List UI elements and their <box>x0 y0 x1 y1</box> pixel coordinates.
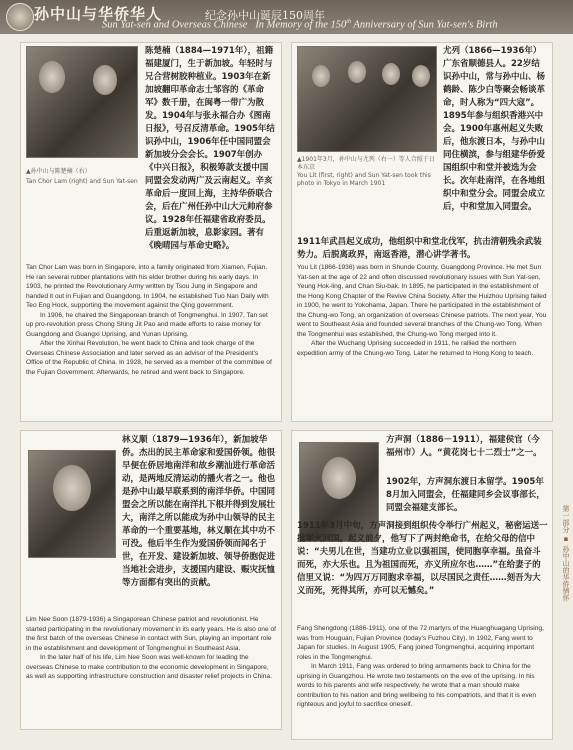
fang-shengdong-bio-en: Fang Shengdong (1886-1911), one of the 72 martyrs of the Huanghuagang Uprising, was from Houguan, Fujian Province (today's Fuzhou City). In 1902, Fang went to Japan for studies. In August 1905, Fang joined Tongmenghui, acquiring important roles in the Tongmenghui. In March 1911, Fang was ordered to bring armaments back to China for the uprising in Guangzhou. He wrote two testaments on the eve of the uprising. In his words to his parents and wife respectively, he wrote that a man should make contribution to his nation and bring wellbeing to his compatriots, and that it is even righteous and joyful to sacrifice oneself. <box>297 625 544 708</box>
fang-shengdong-bio-zh-3: 1911年3月中旬，方声洞接到组织传令举行广州起义，秘密运送一批军火回国。起义前夕，他写下了两封绝命书，在给父母的信中说：“夫男儿在世，当建功立业以强祖国，使同胞享幸福。虽奋斗而死，亦大乐也。且为祖国而死，亦义所应尔也……”在给妻子的信里又说：“为四万万同胞求幸福，以尽国民之责任……刻吾为大义而死，死得其所，亦可以无憾矣。” <box>297 521 548 596</box>
you-lit-caption-zh: ▲1901年3月，孙中山与尤列（右一）等人合照于日本东京 <box>297 156 435 171</box>
fang-shengdong-bio-zh-1: 方声洞（1886－1911），福建侯官（今福州市）人。“黄花岗七十二烈士”之一。 <box>386 435 542 458</box>
tan-chor-lam-caption-zh: ▲孙中山与陈楚楠（右） <box>26 168 91 175</box>
header-subtitle-zh: 纪念孙中山诞辰150周年 <box>205 9 325 22</box>
you-lit-uprising-zh: 1911年武昌起义成功，他组织中和堂北伐军，抗击清朝残余武装势力。后脱离政界，南返香港，潜心讲学著书。 <box>297 237 542 260</box>
page-header <box>0 0 573 34</box>
header-title-zh: 孙中山与华侨华人 <box>34 5 163 23</box>
lim-nee-soon-portrait <box>28 450 116 558</box>
lim-nee-soon-bio-en: Lim Nee Soon (1879-1936) a Singaporean Chinese patriot and revolutionist. He started participating in the revolutionary movement in its early years. He is also one of the first batch of the overseas Chinese in contact with Sun, playing an important role in the establishment and development of Tongmenghui in Southeast Asia. In the later half of his life, Lim Nee Soon was well-known for leading the overseas Chinese to make contribution to the economic development in Singapore, as well as supporting infrastructure construction and disaster relief projects in China. <box>26 616 276 680</box>
portrait-medallion-icon <box>6 3 34 31</box>
you-lit-caption-en: You Lit (first, right) and Sun Yat-sen took this photo in Tokyo in March 1901 <box>297 172 431 187</box>
you-lit-photo <box>297 46 437 152</box>
header-title-en: Sun Yat-sen and Overseas Chinese In Memory of the 150th Anniversary of Sun Yat-sen's Birth <box>102 19 498 31</box>
tan-chor-lam-bio-en: Tan Chor Lam was born in Singapore, into a family originated from Xiamen, Fujian. He ran several rubber plantations with his elder brother during his early days. In 1903, he printed the Revolutionary Army written by Tsou Jung in Singapore and handed it out in Fujian and Guangdong. In 1904, he established Tuo Nan Daily with Teo Eng Hock, supporting the movement against the Qing government. In 1906, he chaired the Singaporean branch of Tongmenghui. In 1907, Tan set up pro-revolution press Chong Shing Jit Pao and made efforts to raise money for Guangdong and Guangxi Uprising, and Yunan Uprising. After the Xinhai Revolution, he went back to China and took charge of the Overseas Chinese Association and later served as an advisor of the President's Office of the Republic of China. In 1928, he served as a member of the committee of the Fujian Government. Afterwards, he retired and went back to Singapore. <box>26 264 272 376</box>
you-lit-bio-zh: 尤列（1866—1936年）广东省顺德县人。22岁结识孙中山，常与孙中山、杨鹤龄、陈少白等聚会畅谈革命，时人称为“四大寇”。1895年参与组织香港兴中会。1900年惠州起义失败后，他东渡日本，与孙中山同住横滨，参与组建华侨爱国组织中和堂并被选为会长。次年赴南洋，在各地组织中和堂分会。同盟会成立后，中和堂加入同盟会。 <box>443 46 546 212</box>
tan-chor-lam-caption-en: Tan Chor Lam (right) and Sun Yat-sen <box>26 178 138 185</box>
lim-nee-soon-bio-zh: 林义顺（1879—1936年），新加坡华侨。杰出的民主革命家和爱国侨领。他很早便在侨居地南洋和故乡潮汕进行革命活动，是两地反清运动的播火者之一。他也是孙中山最早联系到的南洋华侨。中国同盟会之所以能在南洋扎下根并得到发展壮大，南洋之所以能成为孙中山领导的民主革命的一个重要基地，林义顺在其中功不可没。他后半生作为爱国侨领而闻名于世，在开发、建设新加坡、领导侨胞促进当地社会进步，支援国内建设、赈灾抚恤等方面都有突出的贡献。 <box>122 435 276 588</box>
fang-shengdong-bio-zh-2: 1902年，方声洞东渡日本留学。1905年8月加入同盟会，任福建同乡会议事部长，同盟会福建支部长。 <box>386 477 545 513</box>
section-side-tab: 第一部分 ▪ 孙中山的华侨情怀 <box>562 505 570 602</box>
tan-chor-lam-bio-zh: 陈楚楠（1884—1971年），祖籍福建厦门，生于新加坡。年轻时与兄合营树胶种植业。1903年在新加坡翻印革命志士邹容的《革命军》数千册，在闽粤一带广为散发。1904年与张永福合办《图南日报》，号召反清革命。1905年结识孙中山，1906年任中国同盟会新加坡分会会长。1907年创办《中兴日报》，积极筹款支援中国同盟会发动两广及云南起义。辛亥革命后一度回上海，主持华侨联合会，后在广州任孙中山大元帅府参议。1928年任福建省政府委员。后重返新加坡，息影家园。著有《晚晴园与革命史略》。 <box>145 46 275 251</box>
tan-chor-lam-photo <box>26 46 138 158</box>
tan-chor-lam-bio-zh-cont <box>26 188 276 253</box>
you-lit-bio-en: You Lit (1866-1936) was born in Shunde County, Guangdong Province. He met Sun Yat-sen at the age of 22 and often discussed revolutionary issues with Sun Yat-sen, Yeung Hok-ling, and Chan Siu-bak. In 1895, he participated in the establishment of the Hong Kong Chapter of the Revive China Society. After the Huizhou Uprising failed in 1900, he went to Yokohama, Japan. There he participated in the establishment of the Chung-wo Tong, an organization of overseas Chinese patriots. The next year, You went to Southeast Asia and founded several branches of the Chung-wo Tong. When the Tongmenhui was established, the Chung-wo Tong merged into it. After the Wuchang Uprising succeeded in 1911, he rallied the northern expedition army of the Chung-wo Tong. Later he returned to Hong Kong to teach. <box>297 264 547 357</box>
